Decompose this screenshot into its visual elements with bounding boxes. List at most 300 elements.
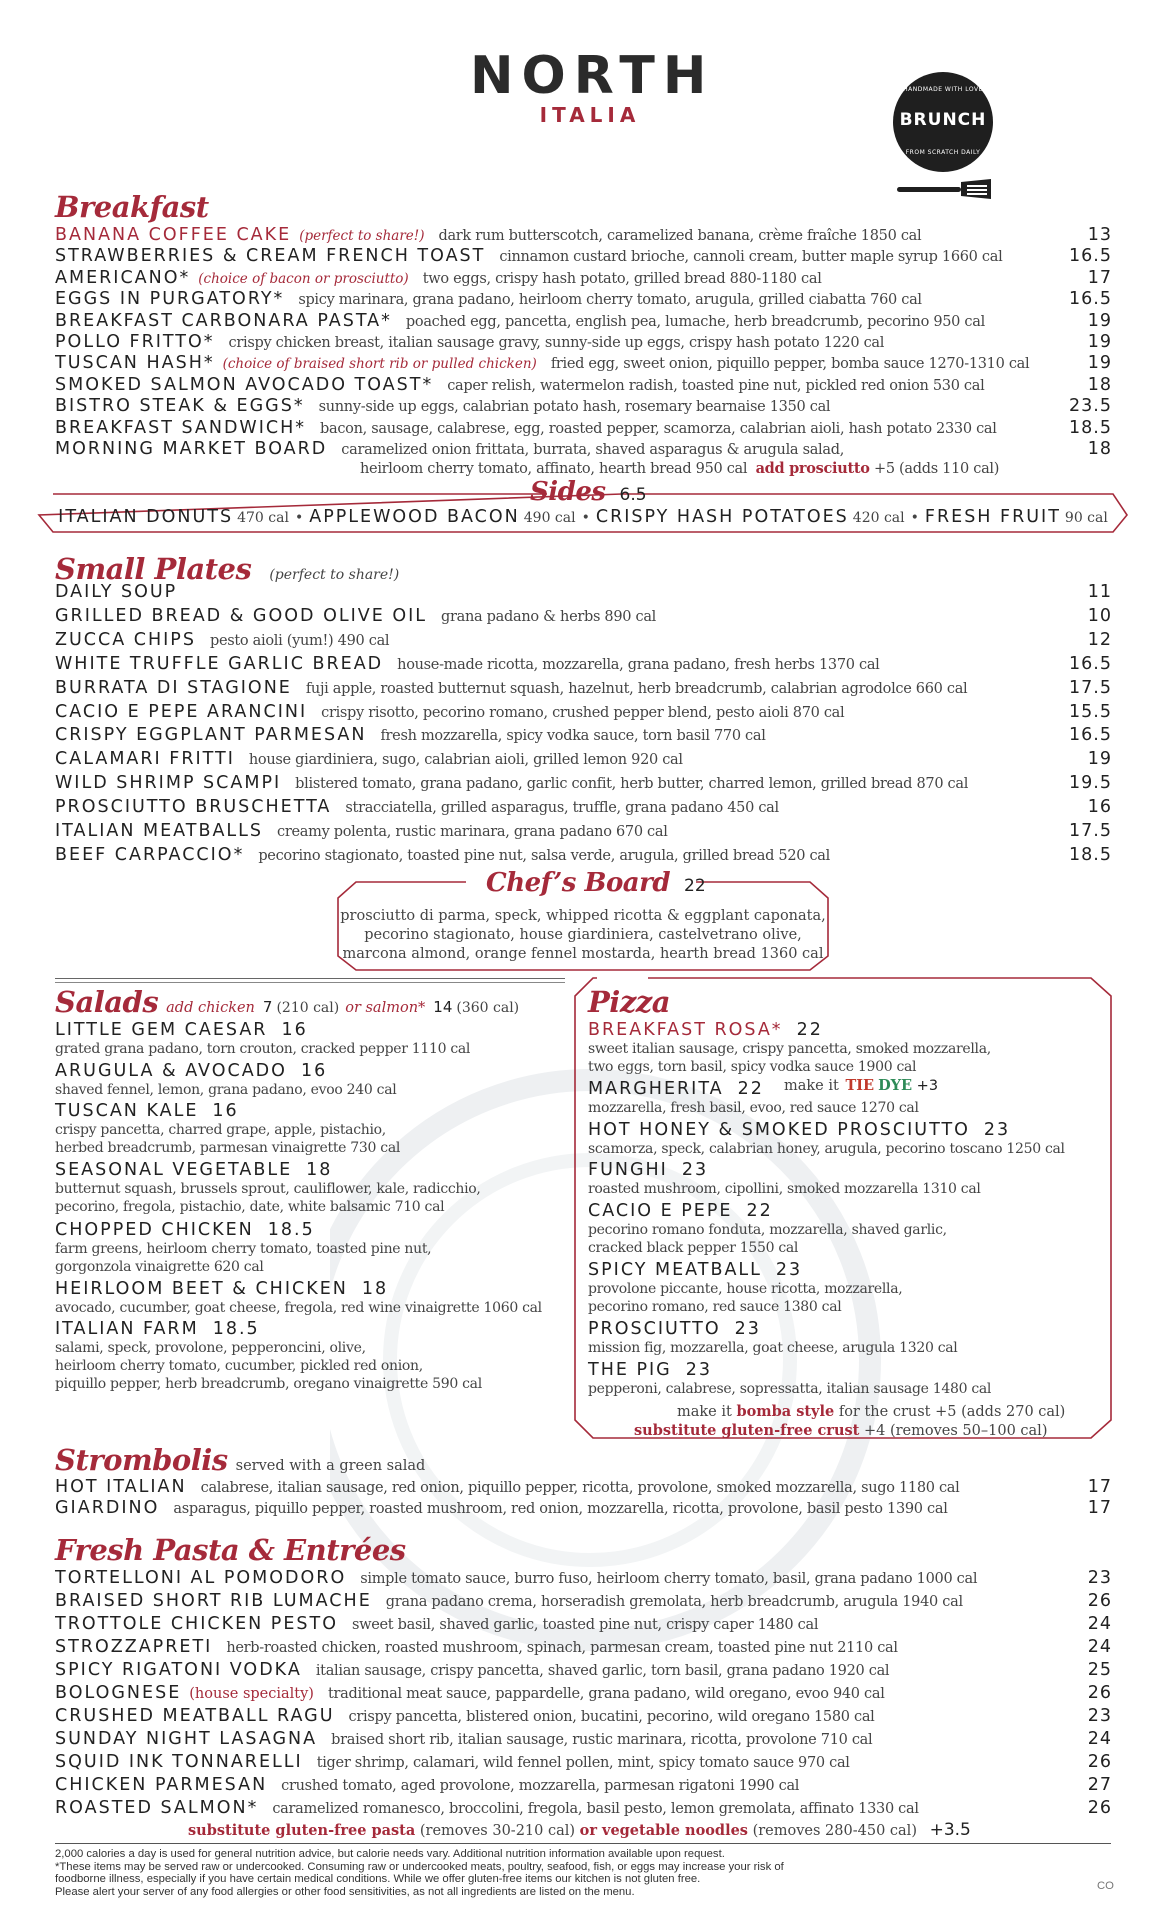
chefs-board-header <box>486 870 706 896</box>
item-price: 27 <box>1087 1775 1112 1795</box>
item-name: TUSCAN KALE <box>55 1101 199 1122</box>
item-desc: heirloom cherry tomato, cucumber, pickled red onion, <box>55 1358 423 1375</box>
item-price: 19.5 <box>1069 773 1112 794</box>
item-title <box>55 1061 565 1081</box>
item-name: CHICKEN PARMESAN <box>55 1775 268 1795</box>
item-desc: house giardiniera, sugo, calabrian aioli, grilled lemon 920 cal <box>248 752 683 769</box>
item-desc: sweet basil, shaved garlic, toasted pine nut, crispy caper 1480 cal <box>351 1617 819 1633</box>
item-name: SUNDAY NIGHT LASAGNA <box>55 1729 318 1749</box>
brunch-badge <box>893 72 993 172</box>
item-name: BANANA COFFEE CAKE <box>55 225 292 245</box>
item-desc: caper relish, watermelon radish, toasted pine nut, pickled red onion 530 cal <box>447 377 985 394</box>
item-name: HOT ITALIAN <box>55 1477 187 1497</box>
menu-item <box>55 1061 565 1099</box>
menu-row <box>55 1591 1112 1612</box>
menu-row <box>55 845 1112 866</box>
small-plates-title: Small Plates <box>55 552 252 586</box>
sides-price: 6.5 <box>619 485 647 505</box>
chicken-price: 7 <box>262 998 273 1016</box>
menu-row <box>55 1706 1112 1727</box>
item-name: BURRATA DI STAGIONE <box>55 677 292 698</box>
item-name: ITALIAN MEATBALLS <box>55 821 264 841</box>
strombolis-title: Strombolis <box>55 1443 228 1477</box>
item-title <box>55 1160 565 1180</box>
item-price: 22 <box>796 1020 823 1040</box>
item-name: BREAKFAST ROSA* <box>588 1020 783 1040</box>
menu-item <box>588 1120 1098 1158</box>
item-name: BEEF CARPACCIO* <box>55 844 245 865</box>
footer-code: CO <box>1097 1880 1114 1892</box>
salads-title: Salads <box>55 985 159 1019</box>
item-price: 18.5 <box>267 1219 315 1240</box>
item-price: 23 <box>1087 1706 1112 1726</box>
menu-row <box>55 1752 1112 1773</box>
bomba-post: for the crust <box>838 1404 931 1420</box>
item-price: 18 <box>1087 374 1112 395</box>
menu-row <box>55 1729 1112 1750</box>
item-desc: creamy polenta, rustic marinara, grana padano 670 cal <box>277 824 668 840</box>
gf-pasta: substitute gluten-free pasta <box>188 1822 416 1839</box>
item-desc: cracked black pepper 1550 cal <box>588 1240 799 1256</box>
item-price: 16.5 <box>1069 653 1112 674</box>
item-desc: herb-roasted chicken, roasted mushroom, spinach, parmesan cream, toasted pine nut 2110 cal <box>226 1640 898 1656</box>
menu-row <box>55 606 1112 627</box>
item-name: MARGHERITA <box>588 1079 724 1100</box>
item-name: BREAKFAST SANDWICH* <box>55 417 307 438</box>
item-price: 16 <box>281 1020 308 1040</box>
badge-bottom-text: FROM SCRATCH DAILY <box>905 149 981 156</box>
menu-row <box>55 1498 1112 1519</box>
item-price: 22 <box>746 1201 773 1221</box>
item-desc: stracciatella, grilled asparagus, truffle, grana padano 450 cal <box>345 800 779 817</box>
item-name: CACIO E PEPE <box>588 1201 733 1221</box>
item-title <box>588 1160 1098 1180</box>
item-desc: sweet italian sausage, crispy pancetta, smoked mozzarella, <box>588 1041 991 1057</box>
menu-row <box>55 311 1112 332</box>
item-price: 19 <box>1087 353 1112 374</box>
item-name: CACIO E PEPE ARANCINI <box>55 701 308 722</box>
item-name: GRILLED BREAD & GOOD OLIVE OIL <box>55 605 428 626</box>
item-name: PROSCIUTTO <box>588 1319 721 1340</box>
bomba-style: bomba style <box>736 1403 835 1420</box>
item-name: ROASTED SALMON* <box>55 1798 259 1818</box>
item-desc: house-made ricotta, mozzarella, grana padano, fresh herbs 1370 cal <box>397 656 880 673</box>
footer-line: 2,000 calories a day is used for general nutrition advice, but calorie needs vary. Additional nutrition information available upon request. <box>55 1848 725 1860</box>
gf-crust-upsell <box>634 1422 1047 1439</box>
item-desc: crispy risotto, pecorino romano, crushed pepper blend, pesto aioli 870 cal <box>321 704 845 721</box>
item-desc: blistered tomato, grana padano, garlic confit, herb butter, charred lemon, grilled bread 870 cal <box>295 776 969 793</box>
market-board-cont <box>360 460 999 477</box>
menu-row <box>55 289 1112 310</box>
gf-crust-price: +4 (removes 50–100 cal) <box>863 1423 1048 1439</box>
chefs-board-title: Chef’s Board <box>486 868 671 898</box>
menu-row <box>55 1660 1112 1681</box>
item-name: THE PIG <box>588 1360 672 1380</box>
sides-separator: • <box>581 510 590 526</box>
item-desc: traditional meat sauce, pappardelle, grana padano, wild oregano, evoo 940 cal <box>327 1686 885 1702</box>
chefs-board-line: marcona almond, orange fennel mostarda, hearth bread 1360 cal <box>342 946 824 962</box>
item-desc: spicy marinara, grana padano, heirloom cherry tomato, arugula, grilled ciabatta 760 cal <box>298 292 922 309</box>
sides-title: Sides <box>530 477 606 507</box>
item-price: 18.5 <box>1069 844 1112 865</box>
item-name: STROZZAPRETI <box>55 1637 213 1657</box>
item-desc: fried egg, sweet onion, piquillo pepper, bomba sauce 1270-1310 cal <box>550 356 1030 373</box>
item-price: 24 <box>1087 1614 1112 1634</box>
item-title <box>588 1260 1098 1280</box>
item-desc: pecorino, fregola, pistachio, date, white balsamic 710 cal <box>55 1199 445 1216</box>
item-desc: mission fig, mozzarella, goat cheese, arugula 1320 cal <box>588 1340 958 1357</box>
item-desc: cinnamon custard brioche, cannoli cream, butter maple syrup 1660 cal <box>499 249 1003 266</box>
item-price: 17.5 <box>1069 821 1112 841</box>
item-price: 18 <box>306 1160 333 1181</box>
item-price: 26 <box>1087 1752 1112 1772</box>
add-prosciutto: add prosciutto <box>755 460 870 477</box>
menu-row <box>55 773 1112 794</box>
menu-row <box>55 1637 1112 1658</box>
item-name: EGGS IN PURGATORY* <box>55 289 285 310</box>
item-desc: italian sausage, crispy pancetta, shaved garlic, torn basil, grana padano 1920 cal <box>315 1663 890 1679</box>
item-name: AMERICANO* <box>55 267 191 288</box>
item-name: POLLO FRITTO* <box>55 332 215 352</box>
side-name: FRESH FRUIT <box>924 507 1061 527</box>
item-title <box>588 1319 1098 1339</box>
menu-row <box>55 1683 1112 1704</box>
item-title <box>55 1279 565 1299</box>
item-title <box>55 1319 565 1339</box>
footer-rule <box>55 1843 1111 1844</box>
item-name: DAILY SOUP <box>55 582 178 602</box>
item-price: 16 <box>212 1101 239 1122</box>
item-desc: fresh mozzarella, spicy vodka sauce, torn basil 770 cal <box>380 728 766 745</box>
chefs-board-line: prosciutto di parma, speck, whipped ricotta & eggplant caponata, <box>340 908 826 924</box>
item-note: (choice of bacon or prosciutto) <box>198 270 409 287</box>
menu-row <box>55 268 1112 289</box>
menu-row <box>55 1775 1112 1796</box>
item-desc: simple tomato sauce, burro fuso, heirloom cherry tomato, basil, grana padano 1000 cal <box>360 1571 978 1587</box>
brand-logo <box>470 46 715 127</box>
item-desc: crispy pancetta, charred grape, apple, pistachio, <box>55 1122 386 1139</box>
item-price: 15.5 <box>1069 701 1112 722</box>
item-note: (choice of braised short rib or pulled chicken) <box>222 356 537 373</box>
item-name: GIARDINO <box>55 1498 160 1518</box>
item-name: SEASONAL VEGETABLE <box>55 1160 293 1181</box>
item-price: 13 <box>1087 225 1112 245</box>
pizza-title: Pizza <box>588 985 671 1019</box>
bomba-price: +5 (adds 270 cal) <box>935 1404 1066 1420</box>
item-desc: crispy pancetta, blistered onion, bucatini, pecorino, wild oregano 1580 cal <box>348 1709 875 1725</box>
bomba-upsell <box>677 1403 1065 1420</box>
item-desc: piquillo pepper, herb breadcrumb, oregano vinaigrette 590 cal <box>55 1376 482 1393</box>
chicken-cal: (210 cal) <box>276 1000 340 1016</box>
item-desc: avocado, cucumber, goat cheese, fregola, red wine vinaigrette 1060 cal <box>55 1299 542 1316</box>
menu-row <box>55 582 1112 603</box>
item-desc: poached egg, pancetta, english pea, lumache, herb breadcrumb, pecorino 950 cal <box>405 313 985 330</box>
item-price: 23 <box>983 1119 1011 1140</box>
item-desc: gorgonzola vinaigrette 620 cal <box>55 1258 264 1275</box>
item-name: ZUCCA CHIPS <box>55 629 196 650</box>
item-desc: herbed breadcrumb, parmesan vinaigrette 730 cal <box>55 1140 401 1157</box>
item-price: 23 <box>1087 1568 1112 1588</box>
pasta-title: Fresh Pasta & Entrées <box>55 1533 406 1567</box>
side-cal: 470 cal <box>237 510 289 526</box>
item-title <box>588 1201 1098 1221</box>
item-price: 16.5 <box>1069 289 1112 310</box>
menu-row <box>55 225 1112 246</box>
footer-disclaimer <box>55 1848 1055 1898</box>
item-name: SPICY RIGATONI VODKA <box>55 1660 302 1680</box>
item-desc: pepperoni, calabrese, sopressatta, italian sausage 1480 cal <box>588 1381 992 1397</box>
item-name: SQUID INK TONNARELLI <box>55 1752 303 1772</box>
side-name: CRISPY HASH POTATOES <box>595 507 849 527</box>
menu-item <box>588 1201 1098 1257</box>
item-price: 23 <box>685 1360 713 1380</box>
item-name: ITALIAN FARM <box>55 1319 199 1340</box>
section-divider-2 <box>55 982 565 983</box>
item-price: 23 <box>734 1319 761 1340</box>
menu-row <box>55 332 1112 353</box>
item-name: BISTRO STEAK & EGGS* <box>55 396 305 417</box>
item-desc: calabrese, italian sausage, red onion, piquillo pepper, ricotta, provolone, smoked mozzarella, sugo 1180 cal <box>200 1480 960 1496</box>
item-price: 23 <box>681 1160 709 1181</box>
menu-row <box>55 246 1112 267</box>
item-desc: crispy chicken breast, italian sausage gravy, sunny-side up eggs, crispy hash potato 1220 cal <box>228 335 885 351</box>
item-desc: pecorino romano, red sauce 1380 cal <box>588 1299 842 1316</box>
menu-item <box>55 1279 565 1317</box>
item-name: WHITE TRUFFLE GARLIC BREAD <box>55 653 384 674</box>
item-price: 26 <box>1087 1591 1112 1611</box>
chefs-board-line: pecorino stagionato, house giardiniera, castelvetrano olive, <box>364 927 802 943</box>
item-price: 16.5 <box>1069 725 1112 746</box>
menu-row <box>55 375 1112 396</box>
breakfast-title: Breakfast <box>55 190 209 224</box>
item-name: BREAKFAST CARBONARA PASTA* <box>55 310 392 331</box>
add-chicken: add chicken <box>166 1000 255 1016</box>
menu-row <box>55 353 1112 374</box>
item-name: BRAISED SHORT RIB LUMACHE <box>55 1591 372 1611</box>
item-price: 25 <box>1087 1660 1112 1680</box>
menu-row <box>55 1568 1112 1589</box>
strombolis-header <box>55 1443 426 1477</box>
item-price: 24 <box>1087 1729 1112 1749</box>
or-salmon: or salmon* <box>345 1000 426 1016</box>
item-desc: pesto aioli (yum!) 490 cal <box>209 632 390 649</box>
menu-row <box>55 1477 1112 1498</box>
dye-text: DYE <box>878 1077 913 1094</box>
item-name: TROTTOLE CHICKEN PESTO <box>55 1614 338 1634</box>
item-desc: tiger shrimp, calamari, wild fennel pollen, mint, spicy tomato sauce 970 cal <box>316 1755 850 1771</box>
menu-item <box>588 1260 1098 1316</box>
item-title <box>588 1020 1098 1040</box>
item-price: 17 <box>1087 267 1112 288</box>
item-name: SMOKED SALMON AVOCADO TOAST* <box>55 374 434 395</box>
veg-noodles: or vegetable noodles <box>579 1822 748 1839</box>
menu-row <box>55 439 1112 460</box>
menu-item <box>55 1220 565 1276</box>
sides-separator: • <box>910 510 919 526</box>
item-note: (perfect to share!) <box>299 228 425 244</box>
item-title <box>55 1101 565 1121</box>
item-desc: crushed tomato, aged provolone, mozzarella, parmesan rigatoni 1990 cal <box>281 1778 800 1794</box>
item-desc: shaved fennel, lemon, grana padano, evoo 240 cal <box>55 1081 397 1098</box>
item-name: STRAWBERRIES & CREAM FRENCH TOAST <box>55 246 486 267</box>
menu-row <box>55 654 1112 675</box>
gf-crust: substitute gluten-free crust <box>634 1422 860 1439</box>
footer-line: foodborne illness, especially if you have certain medical conditions. While we offer gluten-free items our kitchen is not gluten free. <box>55 1873 701 1885</box>
menu-row <box>55 725 1112 746</box>
menu-item <box>588 1160 1098 1198</box>
item-desc: sunny-side up eggs, calabrian potato hash, rosemary bearnaise 1350 cal <box>318 399 831 416</box>
item-price: 17 <box>1087 1477 1112 1497</box>
item-name: ARUGULA & AVOCADO <box>55 1060 287 1081</box>
item-name: CRISPY EGGPLANT PARMESAN <box>55 725 367 746</box>
tie-text: TIE <box>845 1077 875 1094</box>
item-price: 23.5 <box>1069 396 1112 417</box>
gf-pasta-cal: (removes 30-210 cal) <box>419 1823 576 1839</box>
item-price: 24 <box>1087 1637 1112 1657</box>
menu-item <box>55 1319 565 1393</box>
item-price: 18 <box>1087 439 1112 459</box>
item-price: 26 <box>1087 1798 1112 1818</box>
item-name: MORNING MARKET BOARD <box>55 439 328 459</box>
item-price: 23 <box>775 1260 803 1281</box>
item-price: 19 <box>1087 310 1112 331</box>
item-name: TORTELLONI AL POMODORO <box>55 1568 347 1588</box>
item-desc: farm greens, heirloom cherry tomato, toasted pine nut, <box>55 1240 432 1257</box>
item-desc: pecorino romano fonduta, mozzarella, shaved garlic, <box>588 1222 947 1238</box>
item-note: (house specialty) <box>189 1686 314 1702</box>
spatula-icon <box>897 178 993 200</box>
menu-row <box>55 1798 1112 1819</box>
sides-separator: • <box>294 510 304 526</box>
menu-row <box>55 678 1112 699</box>
sub-price: +3.5 <box>929 1820 971 1840</box>
item-price: 16 <box>300 1060 328 1081</box>
salmon-cal: (360 cal) <box>456 1000 520 1016</box>
salads-header <box>55 985 520 1019</box>
item-name: CHOPPED CHICKEN <box>55 1219 254 1240</box>
tie-dye-upsell <box>784 1077 938 1094</box>
salmon-price: 14 <box>433 998 453 1016</box>
item-name: SPICY MEATBALL <box>588 1260 762 1281</box>
side-name: APPLEWOOD BACON <box>309 507 520 527</box>
menu-item <box>55 1020 565 1058</box>
item-desc: butternut squash, brussels sprout, cauliflower, kale, radicchio, <box>55 1181 481 1198</box>
badge-top-text: HANDMADE WITH LOVE <box>903 86 983 93</box>
menu-row <box>55 702 1112 723</box>
menu-row <box>55 418 1112 439</box>
item-desc: provolone piccante, house ricotta, mozzarella, <box>588 1281 903 1298</box>
item-desc: grana padano & herbs 890 cal <box>441 608 657 625</box>
item-desc: braised short rib, italian sausage, rustic marinara, ricotta, provolone 710 cal <box>331 1732 873 1748</box>
item-price: 26 <box>1087 1683 1112 1703</box>
menu-item <box>588 1360 1098 1398</box>
item-price: 12 <box>1087 629 1112 650</box>
menu-row <box>55 396 1112 417</box>
chefs-board-price: 22 <box>684 876 706 896</box>
item-price: 11 <box>1087 582 1112 602</box>
item-desc: mozzarella, fresh basil, evoo, red sauce 1270 cal <box>588 1100 919 1117</box>
item-price: 17.5 <box>1069 677 1112 698</box>
pasta-substitute <box>188 1820 971 1840</box>
item-desc: two eggs, crispy hash potato, grilled bread 880-1180 cal <box>422 270 822 287</box>
item-desc: caramelized romanesco, broccolini, fregola, basil pesto, lemon gremolata, affinato 1330 cal <box>272 1801 919 1817</box>
item-price: 22 <box>737 1079 764 1100</box>
item-name: FUNGHI <box>588 1160 668 1181</box>
section-divider <box>55 978 565 979</box>
menu-row <box>55 1614 1112 1635</box>
item-price: 16 <box>1087 797 1112 818</box>
item-title <box>588 1360 1098 1380</box>
tie-dye-price: +3 <box>916 1078 939 1094</box>
item-desc: scamorza, speck, calabrian honey, arugula, pecorino toscano 1250 cal <box>588 1140 1065 1157</box>
item-name: LITTLE GEM CAESAR <box>55 1020 268 1040</box>
tie-dye-pre: make it <box>784 1078 839 1094</box>
item-desc: fuji apple, roasted butternut squash, hazelnut, herb breadcrumb, calabrian agrodolce 660 cal <box>305 680 968 697</box>
menu-item <box>588 1319 1098 1357</box>
menu-item <box>55 1101 565 1157</box>
bomba-pre: make it <box>677 1404 732 1420</box>
menu-item <box>55 1160 565 1216</box>
item-desc: caramelized onion frittata, burrata, shaved asparagus & arugula salad, <box>341 442 845 458</box>
item-title <box>55 1220 565 1240</box>
item-name: BOLOGNESE <box>55 1683 182 1703</box>
item-price: 19 <box>1087 749 1112 770</box>
item-name: HOT HONEY & SMOKED PROSCIUTTO <box>588 1119 970 1140</box>
brand-sub: ITALIA <box>539 103 641 127</box>
side-cal: 420 cal <box>852 510 905 526</box>
item-name: PROSCIUTTO BRUSCHETTA <box>55 797 332 818</box>
menu-row <box>55 821 1112 842</box>
small-plates-note: (perfect to share!) <box>269 567 400 583</box>
side-cal: 490 cal <box>523 510 576 526</box>
item-name: HEIRLOOM BEET & CHICKEN <box>55 1278 348 1299</box>
market-board-cont-desc: heirloom cherry tomato, affinato, hearth bread 950 cal <box>360 461 748 477</box>
item-name: TUSCAN HASH* <box>55 353 215 374</box>
item-price: 18.5 <box>1069 417 1112 438</box>
item-price: 10 <box>1087 605 1112 626</box>
menu-row <box>55 797 1112 818</box>
item-title <box>55 1020 565 1040</box>
side-cal: 90 cal <box>1064 510 1108 526</box>
item-price: 16.5 <box>1069 246 1112 267</box>
item-desc: salami, speck, provolone, pepperoncini, olive, <box>55 1340 366 1357</box>
small-plates-header <box>55 552 400 586</box>
item-desc: roasted mushroom, cipollini, smoked mozzarella 1310 cal <box>588 1181 981 1198</box>
menu-row <box>55 630 1112 651</box>
item-price: 18 <box>361 1278 389 1299</box>
item-desc: grated grana padano, torn crouton, cracked pepper 1110 cal <box>55 1041 471 1057</box>
sides-header <box>530 479 647 505</box>
item-title <box>588 1120 1098 1140</box>
item-name: CALAMARI FRITTI <box>55 749 235 770</box>
item-price: 19 <box>1087 332 1112 352</box>
add-prosciutto-price: +5 (adds 110 cal) <box>873 461 1000 477</box>
item-desc: asparagus, piquillo pepper, roasted mushroom, red onion, mozzarella, ricotta, provolone, basil pesto 1390 cal <box>173 1501 948 1517</box>
item-price: 18.5 <box>212 1319 260 1340</box>
item-desc: pecorino stagionato, toasted pine nut, salsa verde, arugula, grilled bread 520 cal <box>258 847 830 864</box>
item-desc: dark rum butterscotch, caramelized banana, crème fraîche 1850 cal <box>438 228 922 244</box>
veg-noodles-cal: (removes 280-450 cal) <box>752 1823 917 1839</box>
item-name: CRUSHED MEATBALL RAGU <box>55 1706 335 1726</box>
item-name: WILD SHRIMP SCAMPI <box>55 773 282 794</box>
item-desc: bacon, sausage, calabrese, egg, roasted pepper, scamorza, calabrian aioli, hash potato 2330 cal <box>320 420 997 437</box>
badge-label: BRUNCH <box>899 110 987 130</box>
footer-line: *These items may be served raw or undercooked. Consuming raw or undercooked meats, poultry, seafood, fish, or eggs may increase your risk of <box>55 1860 784 1873</box>
side-name: ITALIAN DONUTS <box>58 507 234 527</box>
strombolis-note: served with a green salad <box>235 1458 426 1474</box>
item-desc: grana padano crema, horseradish gremolata, herb breadcrumb, arugula 1940 cal <box>385 1594 963 1610</box>
menu-row <box>55 749 1112 770</box>
